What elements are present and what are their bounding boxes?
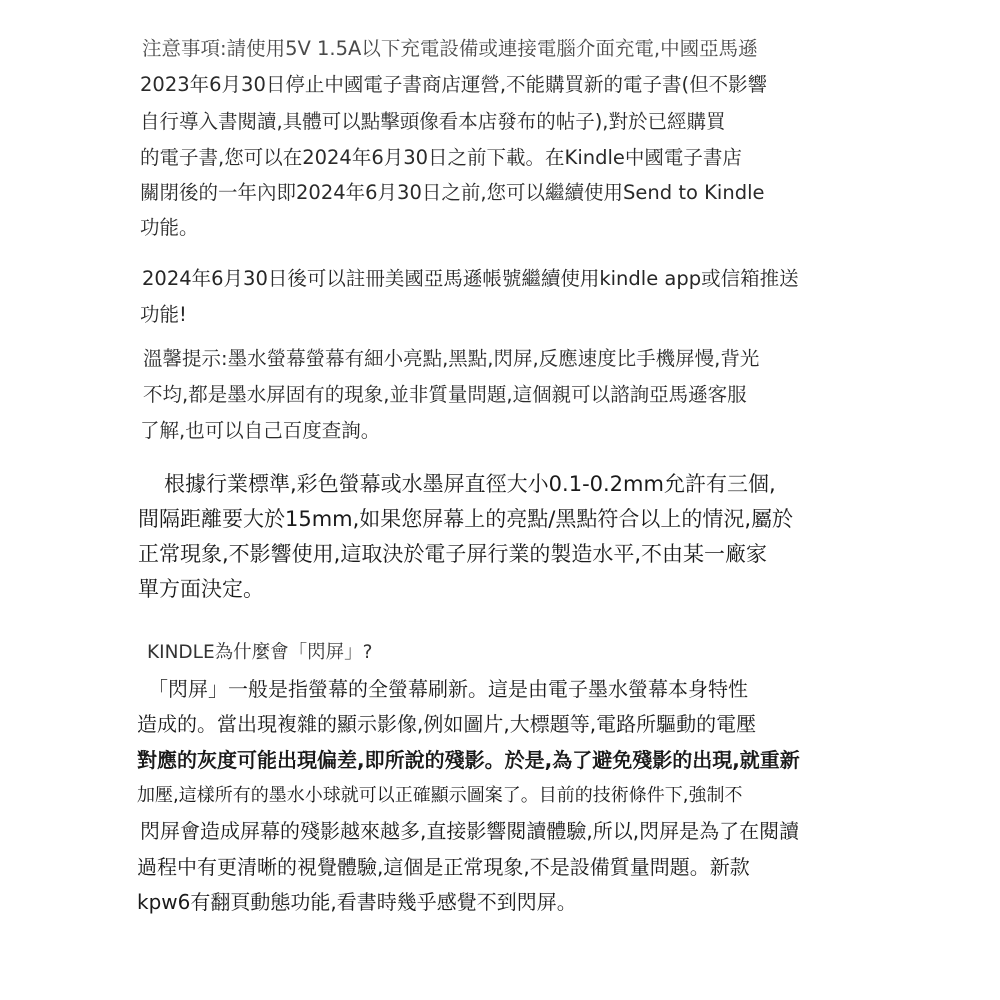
flash-title: KINDLE為什麼會「閃屏」? <box>147 642 373 663</box>
flash-line: 「閃屏」一般是指螢幕的全螢幕刷新。這是由電子墨水螢幕本身特性 <box>148 677 748 701</box>
standard-line: 單方面決定。 <box>138 577 264 601</box>
notice-line: 的電子書,您可以在2024年6月30日之前下載。在Kindle中國電子書店 <box>140 146 742 169</box>
notice-line: 注意事項:請使用5V 1.5A以下充電設備或連接電腦介面充電,中國亞馬遜 <box>142 37 758 60</box>
notice-line: 自行導入書閱讀,具體可以點擊頭像看本店發布的帖子),對於已經購買 <box>140 110 726 133</box>
tips-line: 了解,也可以自己百度查詢。 <box>140 419 381 442</box>
flash-line: 過程中有更清晰的視覺體驗,這個是正常現象,不是設備質量問題。新款 <box>137 855 750 879</box>
tips-line: 溫馨提示:墨水螢幕螢幕有細小亮點,黑點,閃屏,反應速度比手機屏慢,背光 <box>143 347 760 370</box>
standard-line: 正常現象,不影響使用,這取決於電子屏行業的製造水平,不由某一廠家 <box>138 542 768 566</box>
flash-line: kpw6有翻頁動態功能,看書時幾乎感覺不到閃屏。 <box>137 890 577 914</box>
flash-line: 閃屏會造成屏幕的殘影越來越多,直接影響閱讀體驗,所以,閃屏是為了在閱讀 <box>140 819 800 843</box>
flash-line: 造成的。當出現複雜的顯示影像,例如圖片,大標題等,電路所驅動的電壓 <box>137 712 757 736</box>
flash-line: 對應的灰度可能出現偏差,即所說的殘影。於是,為了避免殘影的出現,就重新 <box>137 748 800 772</box>
tips-line: 不均,都是墨水屏固有的現象,並非質量問題,這個親可以諮詢亞馬遜客服 <box>143 383 747 406</box>
notice-line: 關閉後的一年內即2024年6月30日之前,您可以繼續使用Send to Kindle <box>140 181 765 204</box>
standard-line: 間隔距離要大於15mm,如果您屏幕上的亮點/黑點符合以上的情況,屬於 <box>138 507 794 531</box>
after-2024-line: 2024年6月30日後可以註冊美國亞馬遜帳號繼續使用kindle app或信箱推送 <box>142 267 799 290</box>
after-2024-line: 功能! <box>140 303 187 326</box>
notice-line: 2023年6月30日停止中國電子書商店運營,不能購買新的電子書(但不影響 <box>140 73 768 96</box>
flash-line: 加壓,這樣所有的墨水小球就可以正確顯示圖案了。目前的技術條件下,強制不 <box>137 785 743 806</box>
notice-line: 功能。 <box>140 216 199 239</box>
standard-line: 根據行業標準,彩色螢幕或水墨屏直徑大小0.1-0.2mm允許有三個, <box>164 472 776 496</box>
